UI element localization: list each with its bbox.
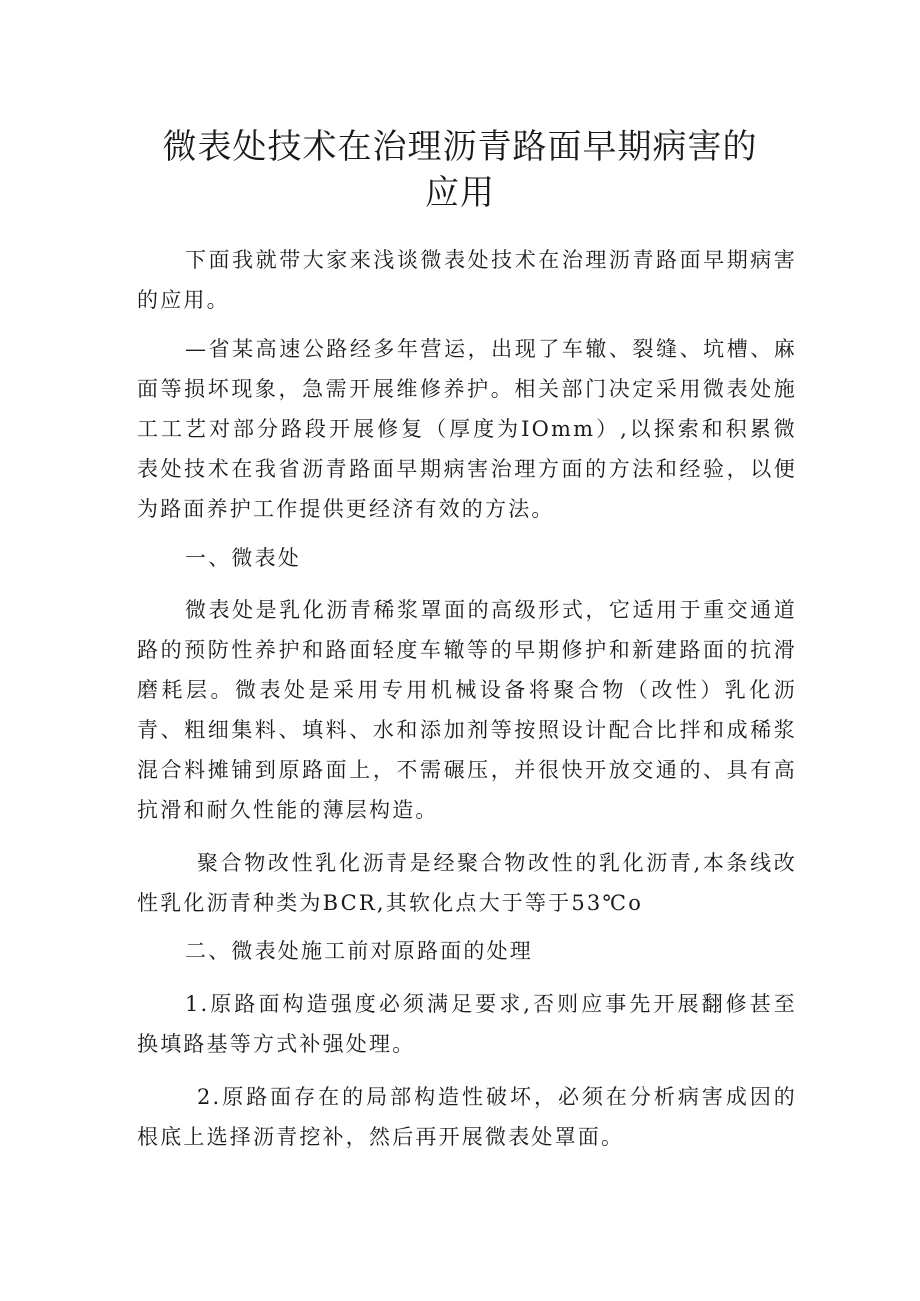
- section-1-heading: 一、微表处: [185, 546, 301, 570]
- document-title: 微表处技术在治理沥青路面早期病害的应用: [162, 127, 758, 213]
- item-1-paragraph: 1.原路面构造强度必须满足要求,否则应事先开展翻修甚至换填路基等方式补强处理。: [137, 992, 797, 1056]
- item-2-paragraph: 2.原路面存在的局部构造性破坏，必须在分析病害成因的根底上选择沥青挖补，然后再开展微表处罩面。: [137, 1085, 797, 1149]
- section-1-body: 微表处是乳化沥青稀浆罩面的高级形式，它适用于重交通道路的预防性养护和路面轻度车辙等的早期修护和新建路面的抗滑磨耗层。微表处是采用专用机械设备将聚合物（改性）乳化沥青、粗细集料、填料、水和添加剂等按照设计配合比拌和成稀浆混合料摊铺到原路面上，不需碾压，并很快开放交通的、具有高抗滑和耐久性能的薄层构造。: [137, 598, 797, 822]
- section-1-note: 聚合物改性乳化沥青是经聚合物改性的乳化沥青,本条线改性乳化沥青种类为BCR,其软化点大于等于53℃o: [137, 851, 797, 915]
- background-paragraph: —省某高速公路经多年营运，出现了车辙、裂缝、坑槽、麻面等损坏现象，急需开展维修养护。相关部门决定采用微表处施工工艺对部分路段开展修复（厚度为IOmm）,以探索和积累微表处技术在我省沥青路面早期病害治理方面的方法和经验，以便为路面养护工作提供更经济有效的方法。: [137, 337, 797, 521]
- section-2-heading: 二、微表处施工前对原路面的处理: [185, 939, 533, 963]
- intro-paragraph: 下面我就带大家来浅谈微表处技术在治理沥青路面早期病害的应用。: [137, 248, 797, 312]
